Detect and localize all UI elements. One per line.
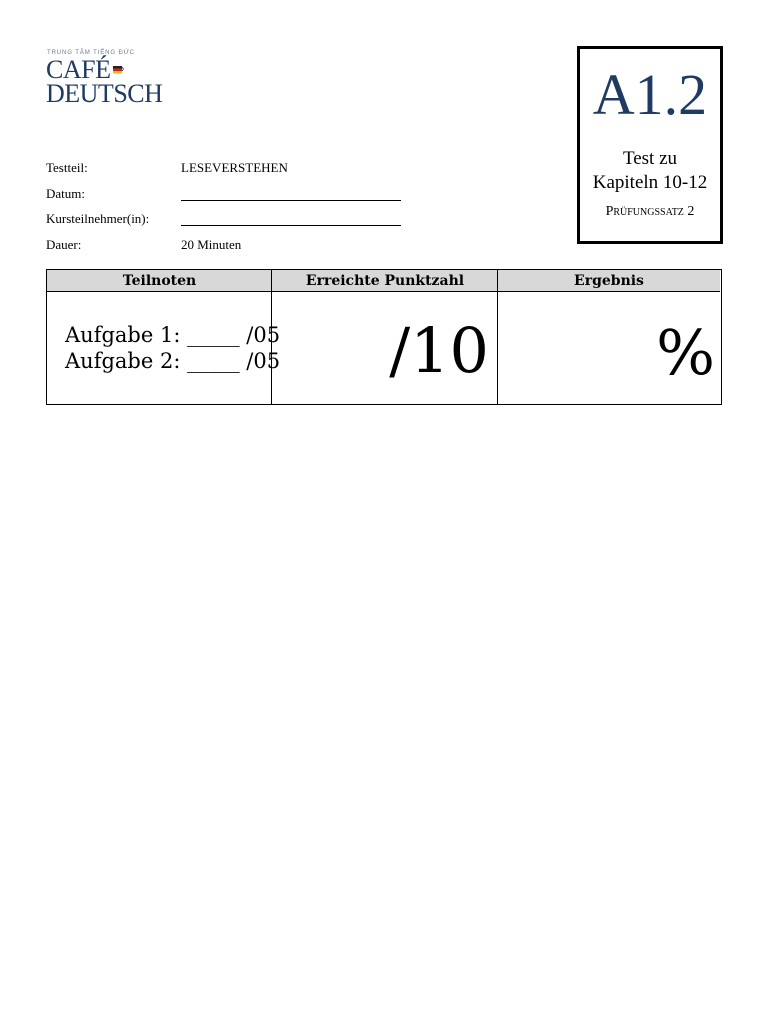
dauer-value: 20 Minuten: [181, 236, 242, 252]
datum-field[interactable]: [181, 200, 401, 201]
test-info: [46, 158, 446, 260]
kursteilnehmer-label: Kursteilnehmer(in):: [46, 211, 150, 226]
test-title-line1: Test zu: [622, 148, 678, 169]
result-percent: %: [656, 316, 715, 389]
task-1-score: Aufgabe 1: _____ /05: [65, 323, 281, 347]
kursteilnehmer-row: [46, 209, 446, 235]
logo-tagline: TRUNG TÂM TIẾNG ĐỨC: [47, 50, 136, 56]
cafe-deutsch-logo: [46, 50, 166, 112]
task-2-score: Aufgabe 2: _____ /05: [65, 349, 281, 373]
grade-table: [46, 269, 722, 405]
test-title-line2: Kapiteln 10-12: [592, 172, 708, 193]
datum-row: [46, 184, 446, 210]
logo-line-deutsch: DEUTSCH: [46, 79, 163, 108]
testteil-label: Testteil:: [46, 160, 88, 175]
total-score: /10: [389, 314, 489, 387]
exam-set-label: Prüfungssatz 2: [605, 204, 695, 219]
level-label: A1.2: [592, 62, 708, 127]
header-teilnoten: Teilnoten: [47, 270, 272, 292]
test-title: [580, 147, 720, 195]
testteil-row: [46, 158, 446, 184]
datum-label: Datum:: [46, 185, 85, 201]
testteil-value: LESEVERSTEHEN: [181, 160, 288, 175]
level-box: [577, 46, 723, 244]
column-divider: [497, 270, 498, 404]
kursteilnehmer-field[interactable]: [181, 225, 401, 226]
dauer-label: Dauer:: [46, 236, 82, 252]
coffee-cup-icon: [112, 63, 124, 75]
dauer-row: [46, 235, 446, 261]
header-punktzahl: Erreichte Punktzahl: [272, 270, 498, 292]
header-ergebnis: Ergebnis: [498, 270, 720, 292]
logo-line-cafe: CAFÉ: [46, 55, 111, 84]
